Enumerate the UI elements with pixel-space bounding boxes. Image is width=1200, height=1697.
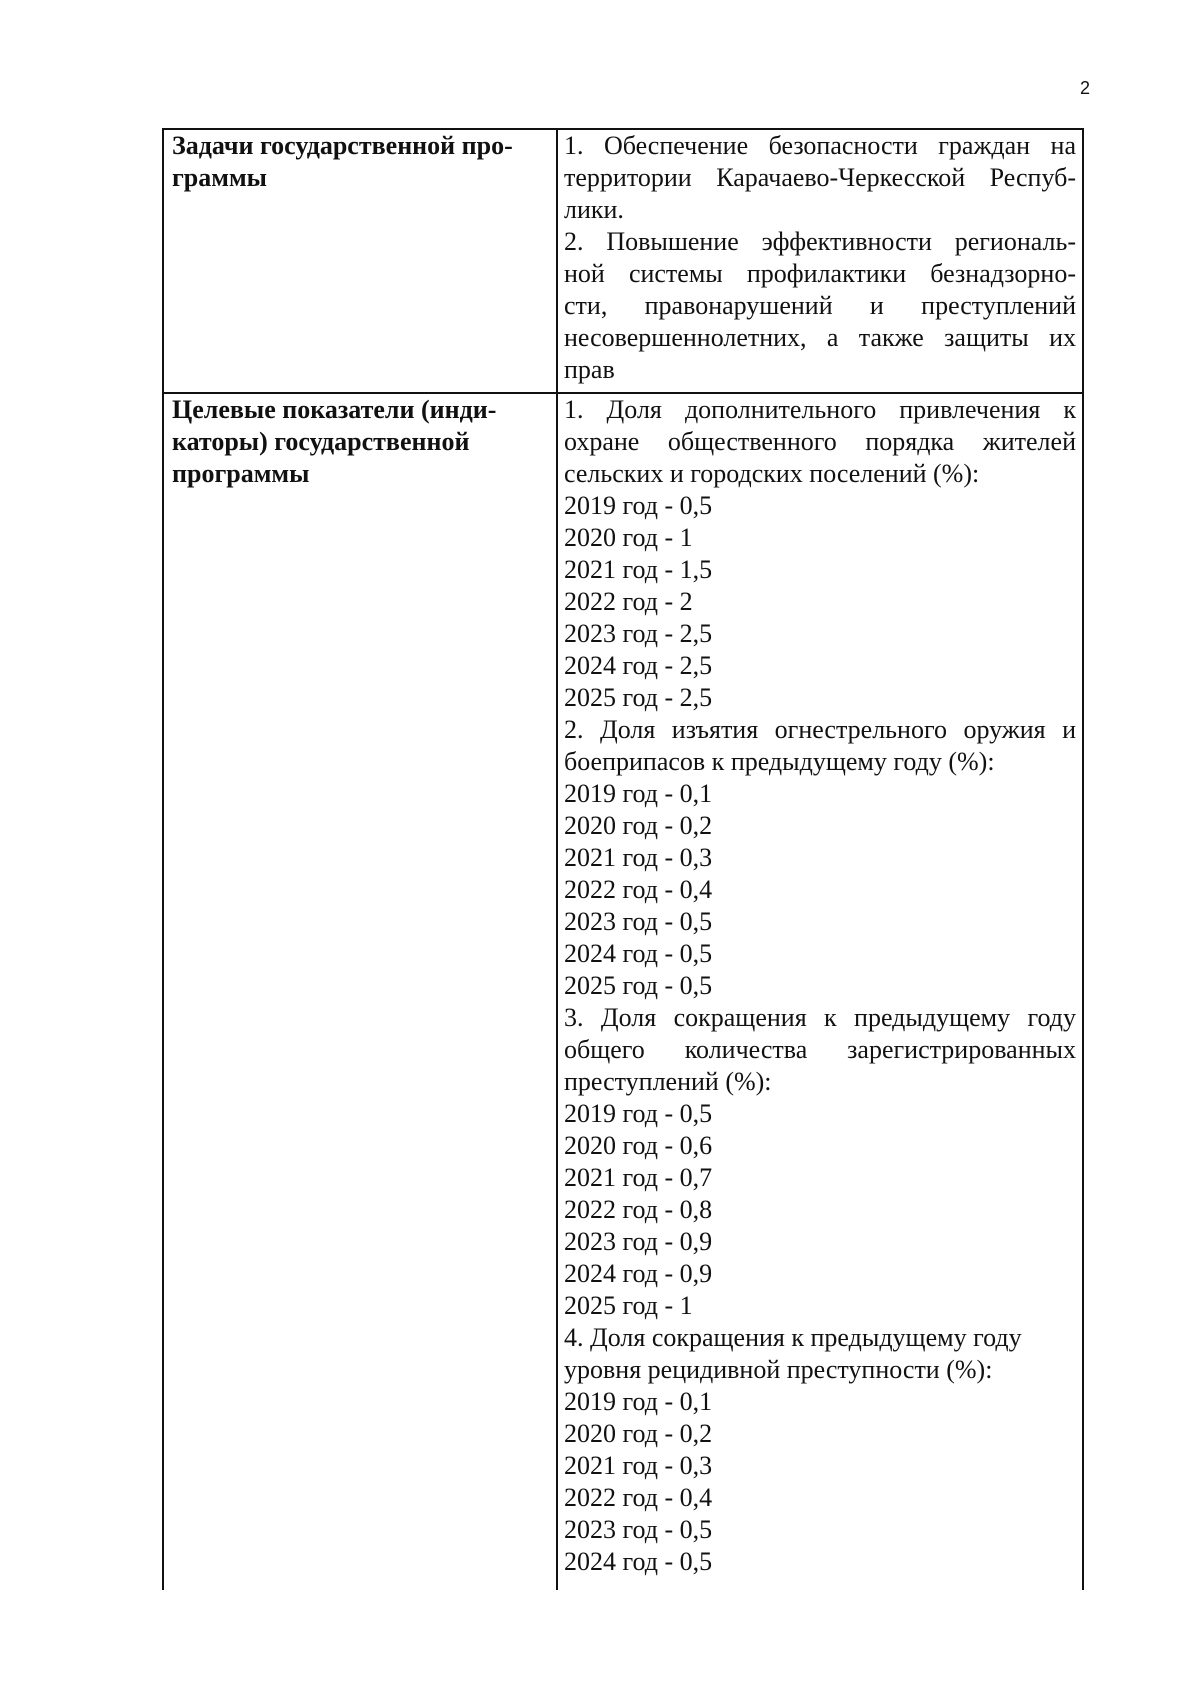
indicator-title-line: общего количества зарегистрированных bbox=[564, 1035, 1076, 1064]
indicator-title-line: уровня рецидивной преступности (%): bbox=[564, 1355, 993, 1384]
content-line: 1. Обеспечение безопасности граждан на bbox=[564, 131, 1076, 160]
indicator-year-value: 2020 год - 0,6 bbox=[564, 1131, 713, 1160]
content-line: прав bbox=[564, 355, 615, 384]
indicator-title-line: преступлений (%): bbox=[564, 1067, 772, 1096]
indicator-title-line: сельских и городских поселений (%): bbox=[564, 459, 980, 488]
indicator-year-value: 2023 год - 0,5 bbox=[564, 907, 713, 936]
indicator-year-value: 2022 год - 0,4 bbox=[564, 1483, 713, 1512]
indicator-year-value: 2024 год - 0,5 bbox=[564, 1547, 713, 1576]
indicator-year-value: 2021 год - 0,7 bbox=[564, 1163, 713, 1192]
label-line: каторы) государственной bbox=[172, 427, 470, 456]
indicator-year-value: 2020 год - 0,2 bbox=[564, 1419, 713, 1448]
table-row-indicators bbox=[162, 392, 1084, 1590]
content-line: территории Карачаево-Черкесской Респуб- bbox=[564, 163, 1076, 192]
indicator-year-value: 2022 год - 0,8 bbox=[564, 1195, 713, 1224]
row-content-indicators bbox=[564, 394, 1076, 1578]
indicator-year-value: 2022 год - 2 bbox=[564, 587, 693, 616]
content-line: сти, правонарушений и преступлений bbox=[564, 291, 1076, 320]
label-line: Задачи государственной про- bbox=[172, 131, 513, 160]
indicator-year-value: 2019 год - 0,1 bbox=[564, 779, 713, 808]
indicator-year-value: 2024 год - 0,5 bbox=[564, 939, 713, 968]
indicator-year-value: 2020 год - 0,2 bbox=[564, 811, 713, 840]
indicator-title-line: 3. Доля сокращения к предыдущему году bbox=[564, 1003, 1076, 1032]
indicator-year-value: 2025 год - 1 bbox=[564, 1291, 693, 1320]
label-line: программы bbox=[172, 459, 310, 488]
indicator-year-value: 2020 год - 1 bbox=[564, 523, 693, 552]
indicator-year-value: 2025 год - 0,5 bbox=[564, 971, 713, 1000]
program-passport-table bbox=[162, 128, 1084, 1590]
indicator-year-value: 2021 год - 0,3 bbox=[564, 843, 713, 872]
row-content-tasks bbox=[564, 130, 1076, 386]
row-label-indicators bbox=[172, 394, 550, 490]
content-line: лики. bbox=[564, 195, 624, 224]
table-row-tasks bbox=[162, 128, 1082, 394]
indicator-year-value: 2023 год - 2,5 bbox=[564, 619, 713, 648]
content-line: несовершеннолетних, а также защиты их bbox=[564, 323, 1076, 352]
indicator-year-value: 2025 год - 2,5 bbox=[564, 683, 713, 712]
label-line: Целевые показатели (инди- bbox=[172, 395, 497, 424]
content-line: ной системы профилактики безнадзорно- bbox=[564, 259, 1076, 288]
indicator-year-value: 2024 год - 0,9 bbox=[564, 1259, 713, 1288]
indicator-year-value: 2021 год - 1,5 bbox=[564, 555, 713, 584]
indicator-year-value: 2022 год - 0,4 bbox=[564, 875, 713, 904]
indicator-title-line: 4. Доля сокращения к предыдущему году bbox=[564, 1323, 1022, 1352]
indicator-year-value: 2024 год - 2,5 bbox=[564, 651, 713, 680]
indicator-year-value: 2023 год - 0,5 bbox=[564, 1515, 713, 1544]
content-line: 2. Повышение эффективности региональ- bbox=[564, 227, 1076, 256]
label-line: граммы bbox=[172, 163, 267, 192]
indicator-title-line: 2. Доля изъятия огнестрельного оружия и bbox=[564, 715, 1076, 744]
indicator-year-value: 2021 год - 0,3 bbox=[564, 1451, 713, 1480]
indicator-title-line: охране общественного порядка жителей bbox=[564, 427, 1076, 456]
indicator-year-value: 2019 год - 0,1 bbox=[564, 1387, 713, 1416]
indicator-year-value: 2019 год - 0,5 bbox=[564, 491, 713, 520]
indicator-year-value: 2023 год - 0,9 bbox=[564, 1227, 713, 1256]
indicator-title-line: боеприпасов к предыдущему году (%): bbox=[564, 747, 995, 776]
page-number: 2 bbox=[1080, 78, 1091, 98]
indicator-title-line: 1. Доля дополнительного привлечения к bbox=[564, 395, 1076, 424]
indicator-year-value: 2019 год - 0,5 bbox=[564, 1099, 713, 1128]
row-label-tasks bbox=[172, 130, 550, 194]
